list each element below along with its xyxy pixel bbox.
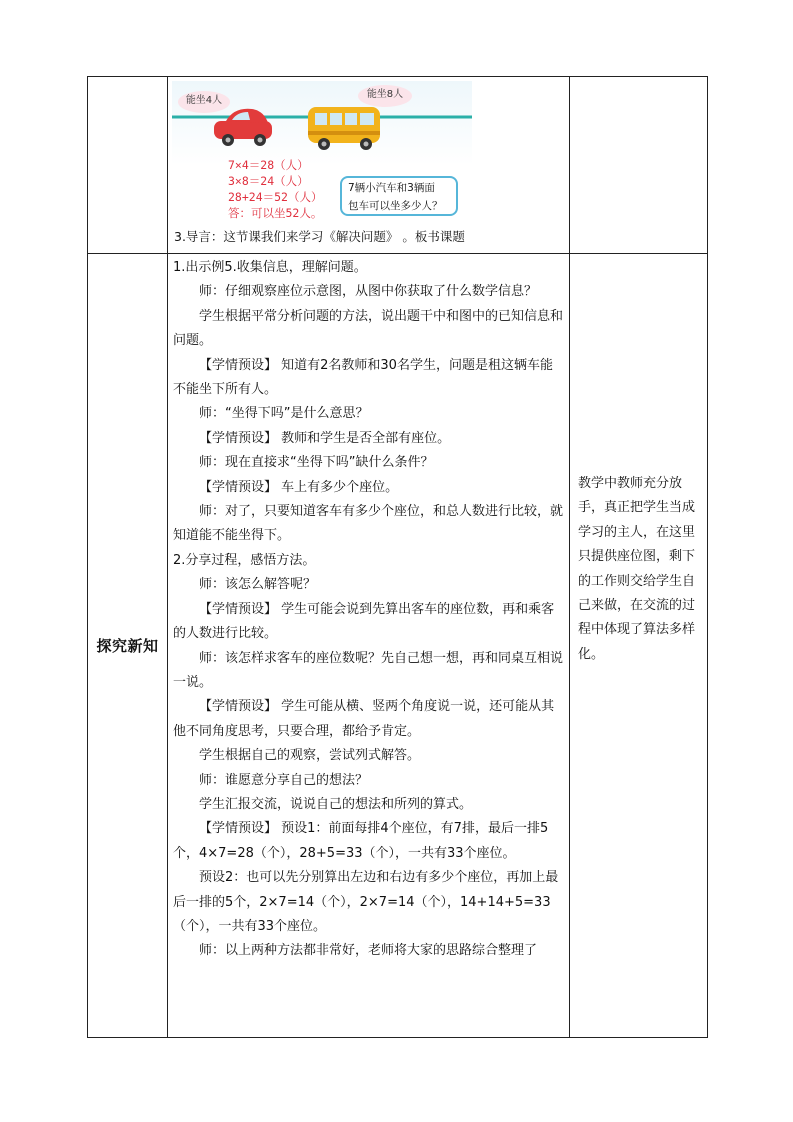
question-box — [340, 176, 458, 216]
paragraph: 2.分享过程，感悟方法。 — [173, 552, 316, 568]
equation-2: 3×8＝24（人） — [228, 174, 309, 188]
paragraph: 师：仔细观察座位示意图，从图中你获取了什么数学信息？ — [199, 284, 538, 300]
paragraph: 学生根据自己的观察，尝试列式解答。 — [199, 748, 421, 764]
paragraph: 1.出示例5.收集信息，理解问题。 — [173, 260, 367, 275]
intro-content-cell — [168, 77, 570, 254]
paragraph: 师：对了，只要知道客车有多少个座位，和总人数进行比较，就知道能不能坐得下。 — [173, 504, 564, 544]
paragraph: 【学情预设】 教师和学生是否全部有座位。 — [199, 430, 451, 446]
yellow-bus-icon — [308, 107, 380, 150]
car-capacity-bubble: 能坐4人 — [178, 91, 230, 113]
explore-note-cell — [570, 254, 708, 1038]
paragraph: 【学情预设】 学生可能会说到先算出客车的座位数，再和乘客的人数进行比较。 — [173, 601, 555, 642]
explore-text — [168, 254, 569, 964]
paragraph: 师：“坐得下吗”是什么意思？ — [199, 406, 369, 422]
paragraph: 【学情预设】 学生可能从横、竖两个角度说一说，还可能从其他不同角度思考，只要合理，都给予肯定。 — [173, 699, 555, 739]
section-label: 探究新知 — [88, 254, 168, 1038]
intro-label-cell — [88, 77, 168, 254]
intro-row — [88, 77, 708, 254]
red-car-icon — [214, 109, 272, 146]
equation-3: 28+24＝52（人） — [228, 190, 323, 204]
explore-content-cell — [168, 254, 570, 1038]
paragraph: 【学情预设】 知道有2名教师和30名学生，问题是租这辆车能不能坐下所有人。 — [173, 357, 553, 398]
explore-row — [88, 254, 708, 1038]
paragraph: 师：该怎样求客车的座位数呢？先自己想一想，再和同桌互相说一说。 — [173, 650, 564, 690]
paragraph: 师：现在直接求“坐得下吗”缺什么条件？ — [199, 455, 434, 471]
paragraph: 师：谁愿意分享自己的想法？ — [199, 772, 369, 788]
bus-capacity-bubble: 能坐8人 — [358, 85, 412, 107]
question-line-2: 包车可以坐多少人？ — [348, 200, 443, 212]
intro-note-cell — [570, 77, 708, 254]
paragraph: 【学情预设】 预设1：前面每排4个座位，有7排，最后一排5个，4×7=28（个），28+5=33（个），一共有33个座位。 — [173, 821, 549, 861]
question-line-1: 7辆小汽车和3辆面 — [348, 182, 435, 194]
answer-line: 答：可以坐52人。 — [228, 206, 323, 220]
paragraph: 师：该怎么解答呢？ — [199, 577, 317, 593]
textbook-illustration — [172, 81, 472, 221]
paragraph: 预设2：也可以先分别算出左边和右边有多少个座位，再加上最后一排的5个，2×7=14（个），2×7=14（个），14+14+5=33（个），一共有33个座位。 — [173, 870, 559, 934]
lesson-plan-table — [87, 76, 708, 1038]
paragraph: 学生汇报交流，说说自己的想法和所列的算式。 — [199, 796, 473, 812]
teaching-note: 教学中教师充分放手，真正把学生当成学习的主人，在这里只提供座位图，剩下的工作则交给学生自己来做，在交流的过程中体现了算法多样化。 — [578, 476, 696, 662]
equation-1: 7×4＝28（人） — [228, 158, 309, 172]
paragraph: 【学情预设】 车上有多少个座位。 — [199, 479, 399, 495]
paragraph: 学生根据平常分析问题的方法，说出题干中和图中的已知信息和问题。 — [173, 308, 564, 349]
intro-text: 3.导言：这节课我们来学习《解决问题》 。板书课题 — [174, 229, 465, 244]
paragraph: 师：以上两种方法都非常好，老师将大家的思路综合整理了 — [199, 943, 538, 959]
